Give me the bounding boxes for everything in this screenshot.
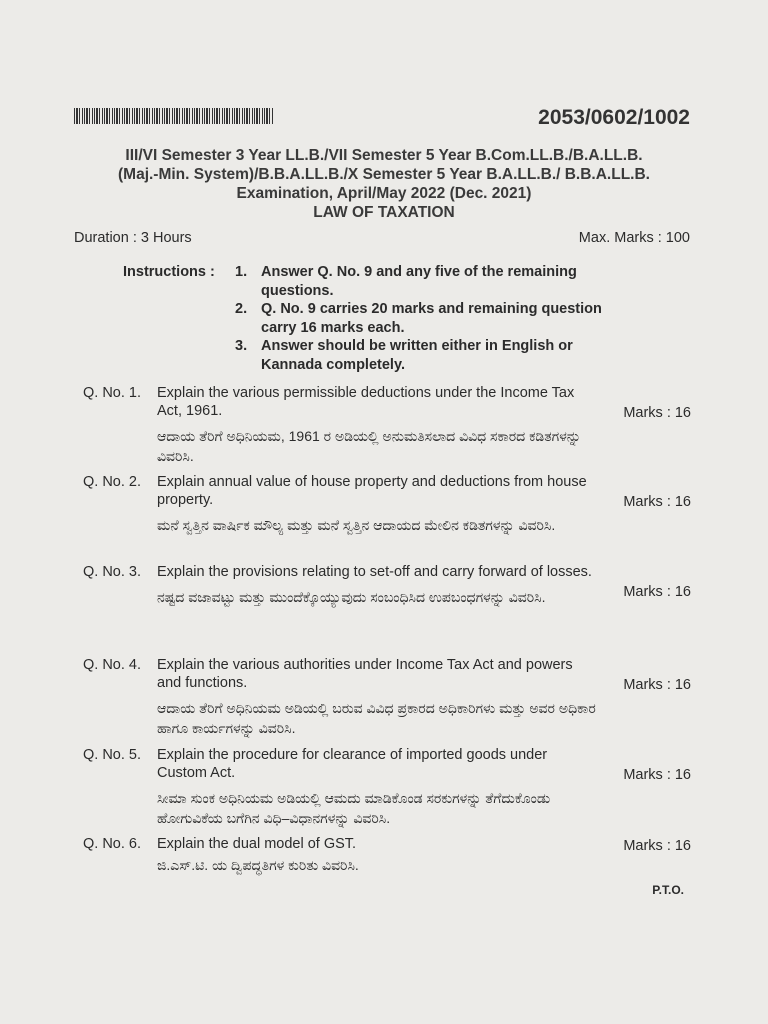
paper-code: 2053/0602/1002 [538,106,690,129]
heading-line: Examination, April/May 2022 (Dec. 2021) [236,185,532,202]
question [83,563,691,607]
question-number: Q. No. 6. [83,836,142,852]
instruction-number: 2. [235,301,248,317]
max-marks: Max. Marks : 100 [578,230,690,246]
heading-line: III/VI Semester 3 Year LL.B./VII Semester 5 Year B.Com.LL.B./B.A.LL.B. [125,147,643,164]
instruction-item [123,263,603,300]
instruction-text: Answer Q. No. 9 and any five of the remaining questions. [261,264,577,299]
question-text: Explain annual value of house property and deductions from house property. [157,474,587,508]
question-text: Explain the procedure for clearance of imported goods under Custom Act. [157,747,548,781]
question-text-kannada: ಆದಾಯ ತೆರಿಗೆ ಅಧಿನಿಯಮ, 1961 ರ ಅಡಿಯಲ್ಲಿ ಅನುಮತಿಸಲಾದ ವಿವಿಧ ಸಕಾರದ ಕಡಿತಗಳನ್ನು ವಿವರಿಸಿ. [157,428,581,464]
duration: Duration : 3 Hours [74,230,192,246]
question-marks: Marks : 16 [623,584,691,600]
question-marks: Marks : 16 [623,494,691,510]
question-text-kannada: ಮನೆ ಸ್ವತ್ತಿನ ವಾರ್ಷಿಕ ಮೌಲ್ಯ ಮತ್ತು ಮನೆ ಸ್ವತ್ತಿನ ಆದಾಯದ ಮೇಲಿನ ಕಡಿತಗಳನ್ನು ವಿವರಿಸಿ. [157,517,556,533]
instruction-text: Answer should be written either in English or Kannada completely. [261,338,573,373]
question-number: Q. No. 1. [83,385,142,401]
question-text: Explain the various permissible deductions under the Income Tax Act, 1961. [157,385,575,419]
question-number: Q. No. 4. [83,657,142,673]
question-marks: Marks : 16 [623,405,691,421]
question [83,473,691,535]
question-marks: Marks : 16 [623,677,691,693]
question-number: Q. No. 3. [83,564,142,580]
question-text: Explain the various authorities under Income Tax Act and powers and functions. [157,657,573,691]
question-text: Explain the dual model of GST. [157,836,357,852]
instruction-item [123,337,603,374]
question-text-kannada: ನಷ್ಟದ ವಜಾವಟ್ಟು ಮತ್ತು ಮುಂದೆಕ್ಕೊಯ್ಯುವುದು ಸಂಬಂಧಿಸಿದ ಉಪಬಂಧಗಳನ್ನು ವಿವರಿಸಿ. [157,589,546,605]
question-number: Q. No. 5. [83,747,142,763]
question [83,656,691,738]
exam-heading [60,146,708,222]
question-number: Q. No. 2. [83,474,142,490]
page-turn-note: P.T.O. [652,883,684,897]
subject-title: LAW OF TAXATION [313,204,455,221]
heading-line: (Maj.-Min. System)/B.B.A.LL.B./X Semester 5 Year B.A.LL.B./ B.B.A.LL.B. [118,166,650,183]
instruction-number: 1. [235,264,248,280]
instruction-number: 3. [235,338,248,354]
exam-meta [74,230,690,246]
question [83,384,691,466]
question-marks: Marks : 16 [623,767,691,783]
question-text-kannada: ಆದಾಯ ತೆರಿಗೆ ಅಧಿನಿಯಮ ಅಡಿಯಲ್ಲಿ ಬರುವ ವಿವಿಧ ಪ್ರಕಾರದ ಅಧಿಕಾರಿಗಳು ಮತ್ತು ಅವರ ಅಧಿಕಾರ ಹಾಗೂ ಕಾರ್ಯಗಳನ್ನು ವಿವರಿಸಿ. [157,700,596,736]
barcode [74,108,274,124]
question-text: Explain the provisions relating to set-off and carry forward of losses. [157,564,592,580]
question-marks: Marks : 16 [623,838,691,854]
question [83,835,691,875]
instruction-text: Q. No. 9 carries 20 marks and remaining question carry 16 marks each. [261,301,602,336]
question [83,746,691,828]
question-text-kannada: ಸೀಮಾ ಸುಂಕ ಅಧಿನಿಯಮ ಅಡಿಯಲ್ಲಿ ಆಮದು ಮಾಡಿಕೊಂಡ ಸರಕುಗಳನ್ನು ತೆಗೆದುಕೊಂಡು ಹೋಗುವಿಕೆಯ ಬಗೆಗಿನ ವಿಧಿ–ವಿಧಾನಗಳನ್ನು ವಿವರಿಸಿ. [157,790,551,826]
instructions-label: Instructions : [123,264,215,280]
question-text-kannada: ಜಿ.ಎಸ್.ಟಿ. ಯ ದ್ವಿಪದ್ಧತಿಗಳ ಕುರಿತು ವಿವರಿಸಿ. [157,857,359,873]
instructions [123,263,603,374]
instruction-item [123,300,603,337]
